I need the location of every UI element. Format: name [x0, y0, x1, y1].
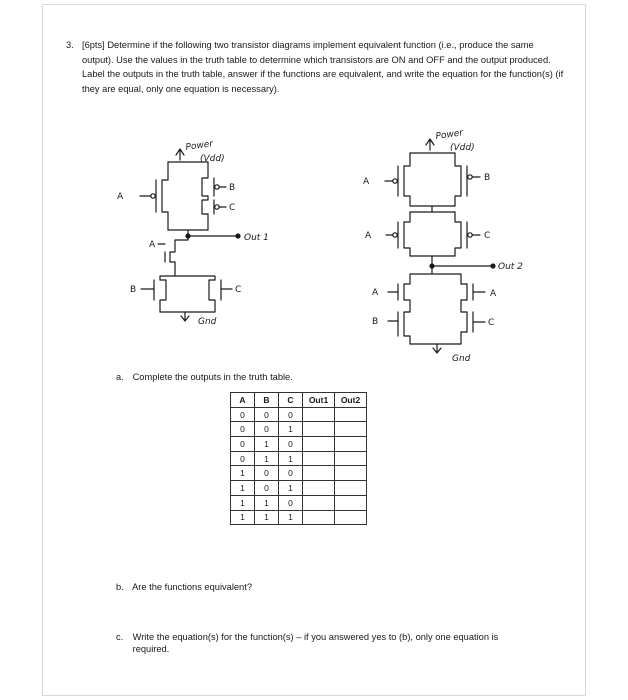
nmos-c-1: [209, 280, 215, 312]
part-a-text: Complete the outputs in the truth table.: [132, 372, 293, 382]
cell-c: 1: [279, 422, 303, 437]
part-a: [116, 371, 293, 383]
input-b-top-2: B: [484, 173, 491, 183]
table-row: [231, 437, 367, 452]
cell-out1[interactable]: [303, 407, 335, 422]
pmos-b-top-2: [455, 153, 461, 206]
cell-a: 0: [231, 437, 255, 452]
power-label-1: Power: [185, 139, 214, 153]
cell-out1[interactable]: [303, 466, 335, 481]
cell-b: 1: [255, 495, 279, 510]
header-c: C: [279, 393, 303, 408]
cell-a: 0: [231, 407, 255, 422]
nmos-a-bottom-right-2: [461, 274, 467, 306]
cell-out1[interactable]: [303, 451, 335, 466]
header-out1: Out1: [303, 393, 335, 408]
cell-out2[interactable]: [335, 466, 367, 481]
pmos-c-1: [202, 196, 208, 230]
part-c-text-line1: Write the equation(s) for the function(s) – if you answered yes to (b), only one equation is: [132, 632, 499, 642]
output-label-2: Out 2: [498, 262, 523, 272]
input-c-bottom-2: C: [488, 318, 495, 328]
cell-out1[interactable]: [303, 481, 335, 496]
table-row: [231, 407, 367, 422]
cell-a: 0: [231, 422, 255, 437]
power-arrow-1: [176, 149, 184, 160]
input-a-top-1: A: [117, 192, 124, 202]
truth-table: [230, 392, 367, 525]
input-c-bottom-1: C: [235, 285, 242, 295]
input-a-mid-2: A: [365, 231, 372, 241]
table-row: [231, 495, 367, 510]
input-b-top-1: B: [229, 183, 236, 193]
table-row: [231, 466, 367, 481]
input-a-bottom-2: A: [372, 288, 379, 298]
nmos-c-bottom-2: [461, 306, 467, 344]
cell-out2[interactable]: [335, 451, 367, 466]
cell-b: 0: [255, 422, 279, 437]
input-a-bottom-right-2: A: [490, 289, 497, 299]
pmos-c-mid-2: [455, 212, 461, 256]
cell-out1[interactable]: [303, 422, 335, 437]
cell-a: 1: [231, 466, 255, 481]
input-b-bottom-1: B: [130, 285, 137, 295]
input-a-mid-1: A: [149, 240, 156, 250]
cell-b: 0: [255, 407, 279, 422]
table-row: [231, 481, 367, 496]
cell-out2[interactable]: [335, 510, 367, 525]
vdd-label-1: (Vdd): [200, 154, 225, 164]
cell-out2[interactable]: [335, 481, 367, 496]
cell-b: 1: [255, 451, 279, 466]
cell-c: 0: [279, 407, 303, 422]
nmos-a-bottom-2: [404, 274, 410, 306]
gnd-arrow-1: [181, 312, 189, 321]
input-b-bottom-2: B: [372, 317, 379, 327]
power-arrow-2: [426, 139, 434, 150]
pmos-a-top-2: [404, 153, 410, 206]
cell-c: 0: [279, 437, 303, 452]
cell-out2[interactable]: [335, 437, 367, 452]
truth-table-header: [231, 393, 367, 408]
part-c: [116, 631, 576, 655]
nmos-a-1: [170, 236, 188, 268]
pmos-a-mid-2: [404, 212, 410, 256]
circuit-1: [117, 139, 269, 327]
cell-a: 1: [231, 510, 255, 525]
input-a-top-2: A: [363, 177, 370, 187]
table-row: [231, 451, 367, 466]
cell-out2[interactable]: [335, 495, 367, 510]
cell-a: 0: [231, 451, 255, 466]
cell-out1[interactable]: [303, 510, 335, 525]
pmos-b-1: [202, 162, 208, 196]
cell-out1[interactable]: [303, 437, 335, 452]
input-c-mid-2: C: [484, 231, 491, 241]
gnd-label-2: Gnd: [452, 354, 471, 364]
part-c-text-line2: required.: [132, 644, 170, 654]
nmos-b-1: [160, 280, 166, 312]
cell-out2[interactable]: [335, 422, 367, 437]
cell-b: 0: [255, 481, 279, 496]
cell-out2[interactable]: [335, 407, 367, 422]
header-a: A: [231, 393, 255, 408]
output-label-1: Out 1: [244, 233, 269, 243]
circuit-2: [363, 128, 523, 364]
header-out2: Out2: [335, 393, 367, 408]
part-a-letter: a.: [116, 372, 124, 382]
vdd-label-2: (Vdd): [450, 143, 475, 153]
cell-c: 1: [279, 481, 303, 496]
gnd-arrow-2: [433, 344, 441, 353]
table-row: [231, 510, 367, 525]
part-b-letter: b.: [116, 582, 124, 592]
pmos-a-1: [162, 162, 168, 230]
cell-c: 0: [279, 466, 303, 481]
table-row: [231, 422, 367, 437]
input-c-top-1: C: [229, 203, 236, 213]
cell-c: 1: [279, 451, 303, 466]
cell-b: 0: [255, 466, 279, 481]
cell-c: 1: [279, 510, 303, 525]
cell-a: 1: [231, 481, 255, 496]
gnd-label-1: Gnd: [198, 317, 217, 327]
header-b: B: [255, 393, 279, 408]
cell-c: 0: [279, 495, 303, 510]
cell-a: 1: [231, 495, 255, 510]
part-b-text: Are the functions equivalent?: [132, 582, 252, 592]
cell-out1[interactable]: [303, 495, 335, 510]
question-text: [6pts] Determine if the following two transistor diagrams implement equivalent function (i.e., produce the same output). Use the values in the truth table to determine which transistors are ON and OFF and the output produced. Label the outputs in the truth table, answer if the functions are equivalent, and write the equation for the function(s) (if they are equal, only one equation is necessary).: [82, 40, 564, 94]
cell-b: 1: [255, 510, 279, 525]
power-label-2: Power: [435, 128, 464, 142]
question-number: 3.: [66, 40, 74, 50]
part-c-letter: c.: [116, 632, 124, 642]
cell-b: 1: [255, 437, 279, 452]
part-b: [116, 581, 252, 593]
nmos-b-bottom-2: [404, 306, 410, 344]
